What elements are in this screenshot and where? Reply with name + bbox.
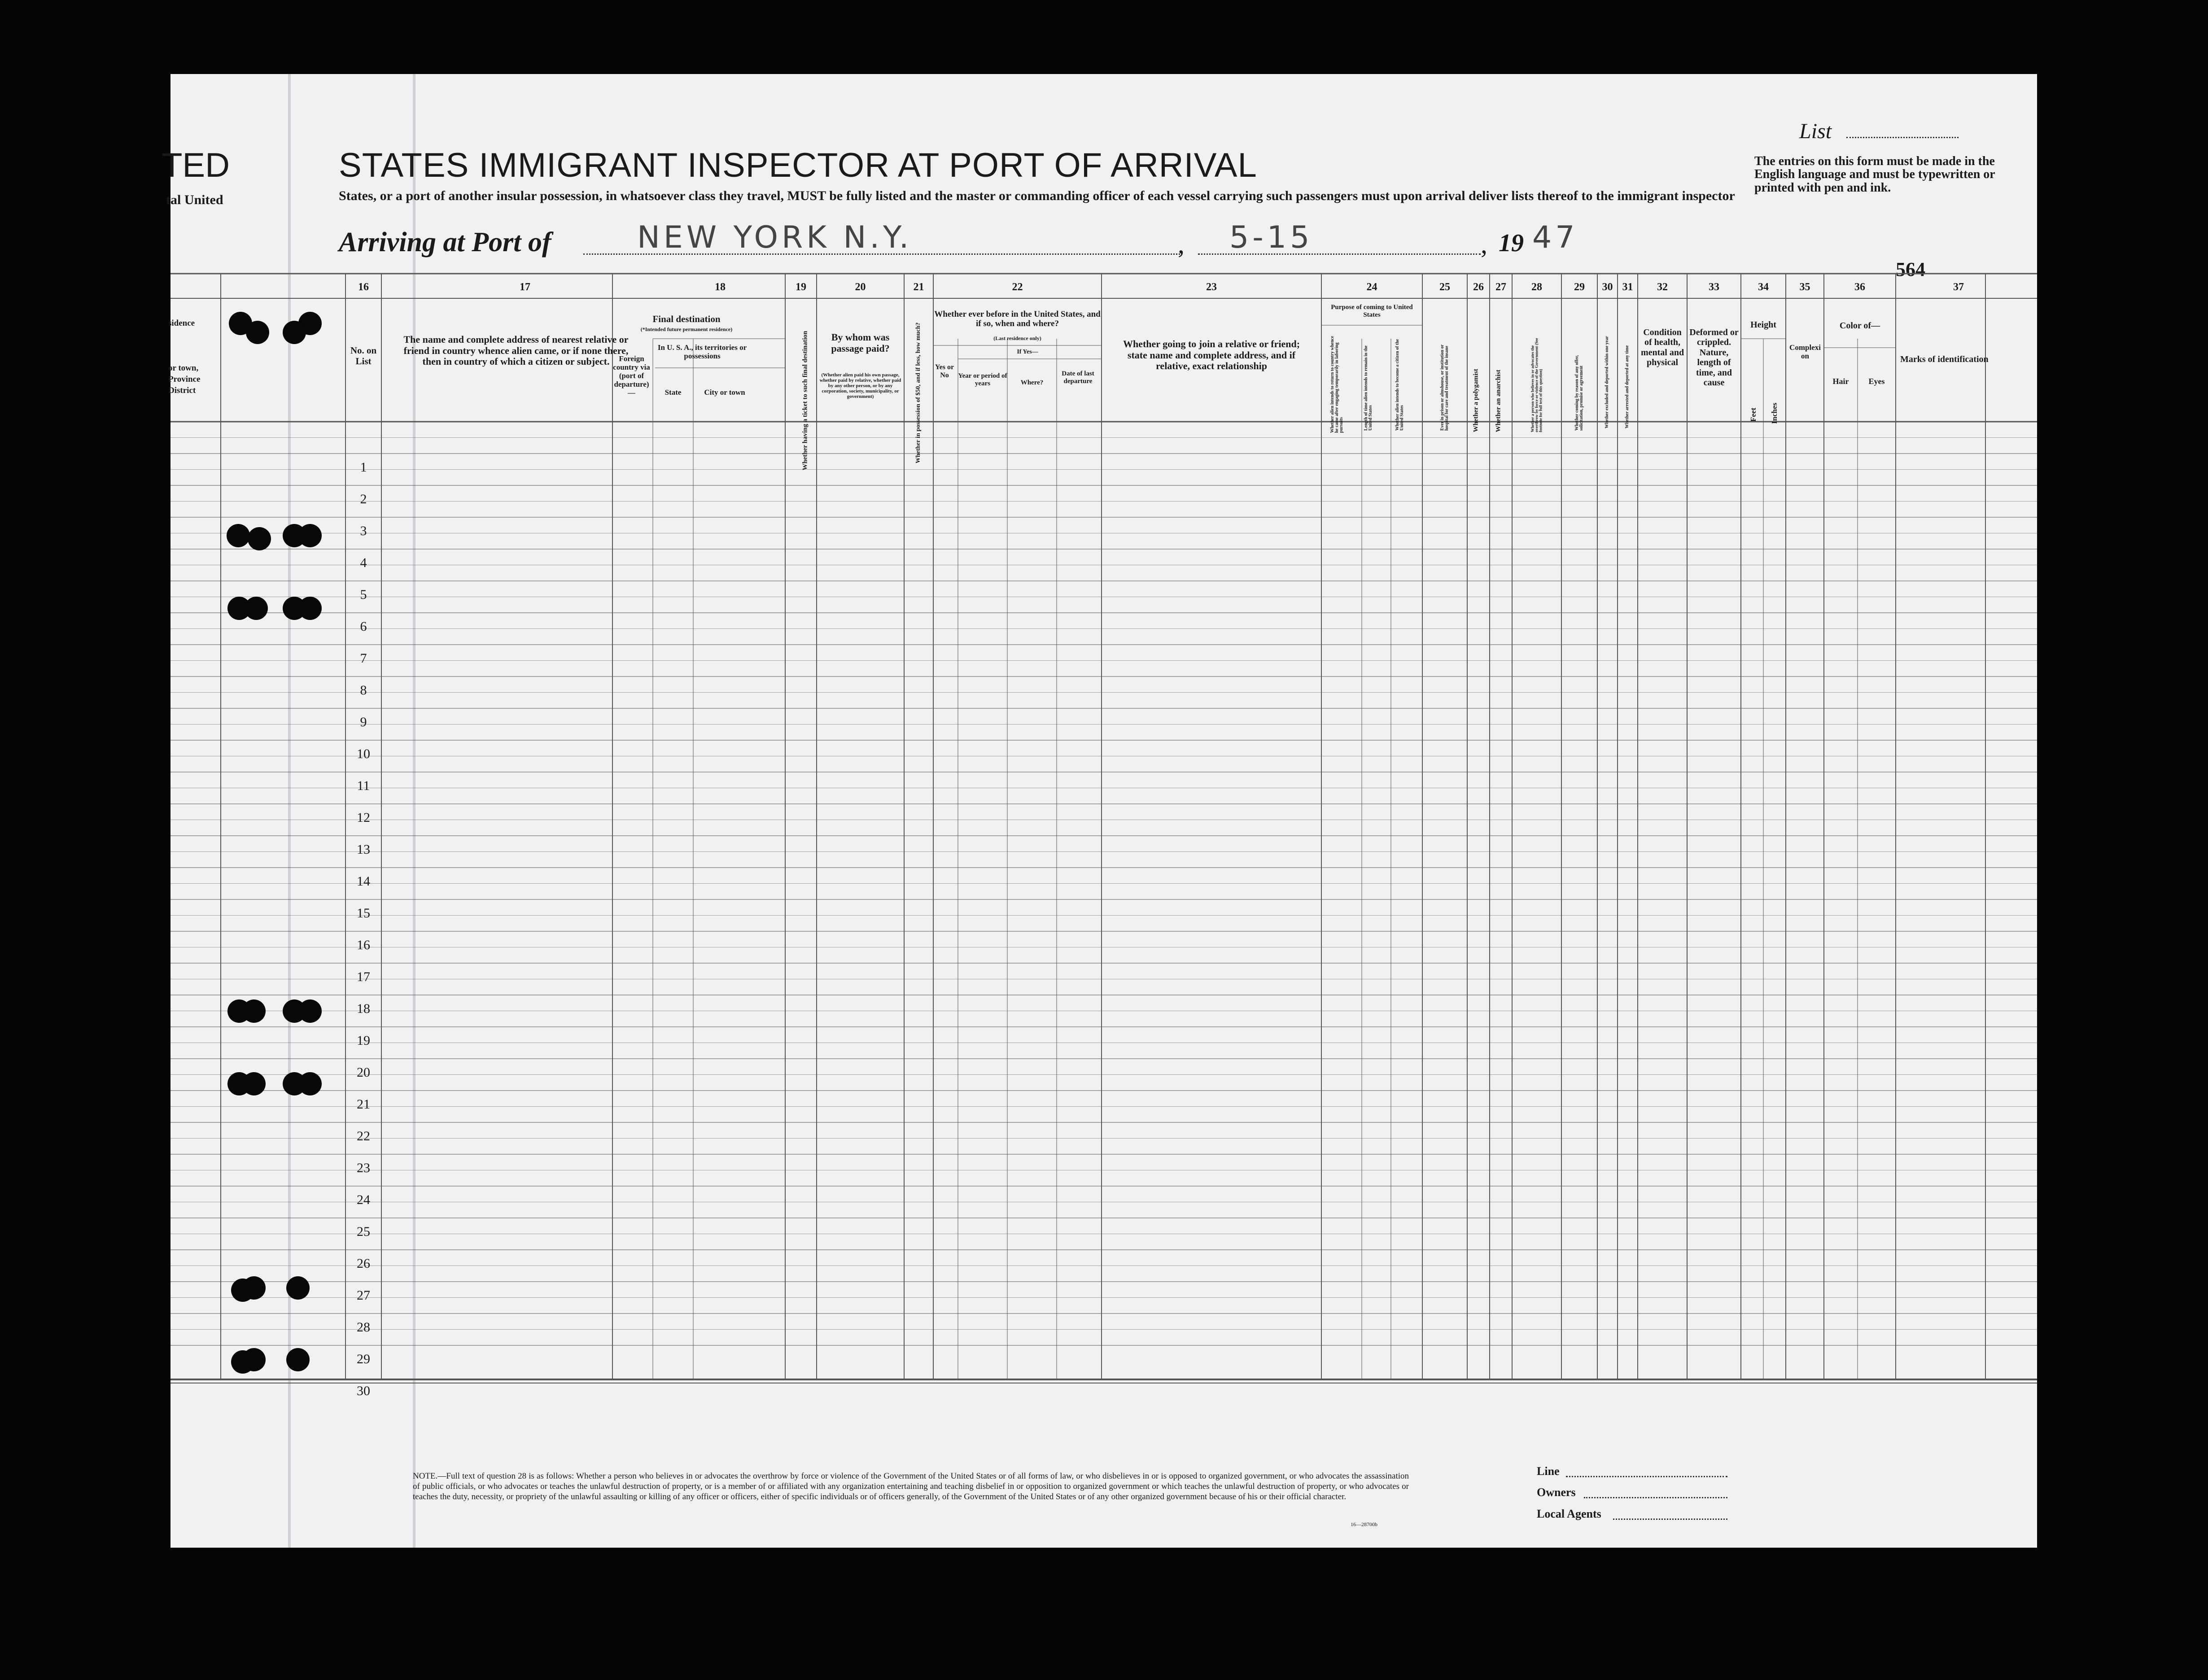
col-18-usa: In U. S. A., its territories or possessions bbox=[657, 343, 747, 361]
row-number: 6 bbox=[360, 619, 367, 634]
owners-label: Owners bbox=[1537, 1486, 1576, 1499]
punch-hole bbox=[242, 1348, 266, 1371]
col-24-number: 24 bbox=[1366, 281, 1377, 293]
row-number: 16 bbox=[357, 938, 370, 952]
punch-hole bbox=[286, 1348, 310, 1371]
local-agents-field bbox=[1613, 1519, 1727, 1520]
col-22-number: 22 bbox=[1012, 281, 1023, 293]
row-number: 24 bbox=[357, 1192, 370, 1207]
col-19-number: 19 bbox=[796, 281, 806, 293]
col-22-note: (Last residence only) bbox=[993, 335, 1041, 341]
residence-header-fragment: Province bbox=[168, 375, 201, 384]
col-18-label: Final destination bbox=[652, 314, 721, 324]
col-35-number: 35 bbox=[1799, 281, 1810, 293]
col-35-label: Complexion bbox=[1789, 343, 1821, 361]
year-printed: 19 bbox=[1499, 229, 1524, 257]
row-number: 30 bbox=[357, 1383, 370, 1398]
punch-hole bbox=[246, 321, 269, 344]
col-24-label: Purpose of coming to United States bbox=[1331, 304, 1413, 319]
col-37-label: Marks of identification bbox=[1900, 354, 1989, 364]
col-20-number: 20 bbox=[855, 281, 866, 293]
row-number: 18 bbox=[357, 1001, 370, 1016]
residence-header-fragment: or town, bbox=[168, 363, 199, 373]
row-number: 7 bbox=[360, 651, 367, 666]
col-36-label: Color of— bbox=[1839, 321, 1880, 331]
row-number: 19 bbox=[357, 1033, 370, 1048]
sheet-number: 564 bbox=[1896, 258, 1925, 280]
col-32-label: Condition of health, mental and physical bbox=[1640, 327, 1684, 368]
col-19-label: Whether having a ticket to such final destination bbox=[801, 331, 809, 471]
residence-header-fragment: sidence bbox=[168, 319, 195, 328]
list-label: List bbox=[1799, 119, 1832, 143]
col-18-number: 18 bbox=[715, 281, 726, 293]
row-number: 3 bbox=[360, 524, 367, 538]
residence-header-fragment: District bbox=[168, 386, 196, 395]
col-33-label: Deformed or crippled. Nature, length of time, and cause bbox=[1689, 327, 1739, 388]
col-20-note: (Whether alien paid his own passage, whether paid by relative, whether paid by any other person, or by any corporation, society, municipality, or government) bbox=[819, 372, 901, 400]
col-23-label: Whether going to join a relative or friend; state name and complete address, and if relative, exact relationship bbox=[1123, 338, 1300, 372]
comma: , bbox=[1178, 229, 1185, 259]
row-number: 11 bbox=[357, 778, 370, 793]
col-24-sub1: Whether alien intends to return to country whence he came after engaging temporarily in laboring pursuits bbox=[1330, 336, 1344, 433]
col-30-number: 30 bbox=[1602, 281, 1613, 293]
col-27-number: 27 bbox=[1495, 281, 1506, 293]
col-28-number: 28 bbox=[1531, 281, 1542, 293]
col-23-number: 23 bbox=[1206, 281, 1217, 293]
line-label: Line bbox=[1537, 1465, 1560, 1478]
punch-hole bbox=[298, 597, 322, 620]
col-20-label: By whom was passage paid? bbox=[831, 332, 890, 354]
row-number: 13 bbox=[357, 842, 370, 857]
punch-hole bbox=[242, 1072, 266, 1095]
col-29-label: Whether coming by reason of any offer, solicitation, promise or agreement bbox=[1574, 355, 1584, 431]
col-37-number: 37 bbox=[1953, 281, 1964, 293]
row-number: 28 bbox=[357, 1320, 370, 1335]
col-36-number: 36 bbox=[1854, 281, 1865, 293]
col-28-label: Whether a person who believes in or advocates the overthrow by force or violence of the Government (See footnote for full text of this question) bbox=[1530, 338, 1543, 432]
punch-hole bbox=[227, 524, 250, 547]
punch-hole bbox=[245, 597, 268, 620]
page-subtitle: States, or a port of another insular possession, in whatsoever class they travel, MUST be fully listed and the master or commanding officer of each vessel carrying such passengers must upon arrival deliver lists thereof to the immigrant inspector bbox=[339, 188, 1735, 203]
row-number: 2 bbox=[360, 492, 367, 506]
row-number: 5 bbox=[360, 587, 367, 602]
col-26-number: 26 bbox=[1473, 281, 1484, 293]
col-31-label: Whether arrested and deported at any time bbox=[1625, 345, 1630, 428]
col-25-number: 25 bbox=[1439, 281, 1450, 293]
row-number: 25 bbox=[357, 1224, 370, 1239]
row-number: 26 bbox=[357, 1256, 370, 1271]
subtitle-fragment: tal United bbox=[166, 192, 223, 207]
punch-hole bbox=[298, 1072, 322, 1095]
col-16-label: No. on List bbox=[350, 345, 377, 367]
year-handwritten: 47 bbox=[1532, 220, 1578, 255]
footnote: NOTE.—Full text of question 28 is as follows: Whether a person who believes in or advocates the overthrow by force or violence of the Government of the United States or of all forms of law, or who disbelieves in or is opposed to organized government, or who advocates the assassination of public officials, or who advocates or teaches the unlawful destruction of property, or is a member of or affiliated with any organization entertaining and teaching disbelief in or opposition to organized government or which teaches the unlawful destruction of property, or who advocates or teaches the duty, necessity, or propriety of the unlawful assaulting or killing of any officer or officers, either of specific individuals or of officers generally, of the Government of the United States or of any other organized government because of his or their official character. bbox=[413, 1471, 1409, 1501]
col-22-ifyes: If Yes— bbox=[1017, 349, 1038, 355]
col-22-label: Whether ever before in the United States, and if so, when and where? bbox=[934, 310, 1101, 329]
title-fragment: TED bbox=[162, 146, 230, 184]
col-22-year: Year or period of years bbox=[958, 372, 1007, 387]
punch-hole bbox=[298, 999, 322, 1023]
col-22-where: Where? bbox=[1020, 379, 1044, 386]
form-number: 16—28700b bbox=[1351, 1521, 1377, 1527]
col-26-label: Whether a polygamist bbox=[1472, 369, 1480, 432]
row-number: 15 bbox=[357, 906, 370, 921]
punch-hole bbox=[242, 1276, 266, 1300]
col-24-sub2: Length of time alien intends to remain in the United States bbox=[1364, 345, 1373, 431]
row-number: 1 bbox=[360, 460, 367, 475]
manifest-grid bbox=[171, 74, 2037, 1548]
col-30-label: Whether excluded and deported within one year bbox=[1605, 336, 1609, 428]
row-number: 29 bbox=[357, 1352, 370, 1366]
punch-hole bbox=[283, 321, 306, 344]
col-16-number: 16 bbox=[358, 281, 369, 293]
col-34-feet: Feet bbox=[1749, 407, 1758, 422]
punch-hole bbox=[248, 527, 271, 550]
row-number: 22 bbox=[357, 1129, 370, 1143]
arriving-port-label: Arriving at Port of bbox=[339, 227, 551, 257]
row-number: 21 bbox=[357, 1097, 370, 1112]
col-36-hair: Hair bbox=[1832, 377, 1849, 386]
col-18-sublabel: (*Intended future permanent residence) bbox=[640, 326, 733, 332]
row-number: 12 bbox=[357, 810, 370, 825]
col-34-inches: Inches bbox=[1770, 402, 1779, 424]
col-18-state: State bbox=[665, 388, 682, 397]
col-21-number: 21 bbox=[913, 281, 924, 293]
punch-hole bbox=[242, 999, 266, 1023]
punch-hole bbox=[286, 1276, 310, 1300]
row-number: 9 bbox=[360, 715, 367, 729]
col-25-label: Ever in prison or almshouse, or institution or hospital for care and treatment of the insane bbox=[1440, 344, 1449, 431]
col-33-number: 33 bbox=[1709, 281, 1719, 293]
col-34-label: Height bbox=[1750, 320, 1776, 330]
col-21-label: Whether in possession of $50, and if less, how much? bbox=[915, 322, 922, 463]
col-31-number: 31 bbox=[1622, 281, 1633, 293]
line-field bbox=[1566, 1476, 1727, 1477]
col-17-number: 17 bbox=[520, 281, 530, 293]
col-29-number: 29 bbox=[1574, 281, 1585, 293]
manifest-sheet bbox=[162, 74, 2037, 1548]
row-number: 20 bbox=[357, 1065, 370, 1080]
col-18-foreign: Foreign country via (port of departure)— bbox=[613, 354, 650, 397]
col-36-eyes: Eyes bbox=[1868, 377, 1885, 386]
row-number: 27 bbox=[357, 1288, 370, 1303]
col-24-sub3: Whether alien intends to become a citizen of the United States bbox=[1395, 339, 1404, 431]
row-number: 10 bbox=[357, 746, 370, 761]
row-number: 8 bbox=[360, 683, 367, 698]
row-number: 17 bbox=[357, 969, 370, 984]
col-27-label: Whether an anarchist bbox=[1495, 370, 1502, 432]
local-agents-label: Local Agents bbox=[1537, 1507, 1601, 1520]
owners-field bbox=[1584, 1497, 1727, 1498]
row-number: 14 bbox=[357, 874, 370, 889]
page-title: STATES IMMIGRANT INSPECTOR AT PORT OF ARRIVAL bbox=[339, 146, 1257, 184]
date-handwritten: 5-15 bbox=[1229, 220, 1313, 255]
col-32-number: 32 bbox=[1657, 281, 1668, 293]
col-17-label: The name and complete address of nearest relative or friend in country whence alien came, or if none there, then in country of which a citizen or subject. bbox=[403, 334, 629, 367]
col-18-city: City or town bbox=[704, 388, 745, 397]
row-number: 23 bbox=[357, 1161, 370, 1175]
comma: , bbox=[1481, 229, 1487, 259]
punch-hole bbox=[298, 524, 322, 547]
col-22-yesno: Yes or No bbox=[935, 363, 954, 379]
col-34-number: 34 bbox=[1758, 281, 1769, 293]
instructions: The entries on this form must be made in the English language and must be typewritten or printed with pen and ink. bbox=[1754, 154, 1995, 195]
row-number: 4 bbox=[360, 555, 367, 570]
col-22-date: Date of last departure bbox=[1062, 370, 1094, 385]
port-handwritten: NEW YORK N.Y. bbox=[637, 220, 913, 255]
